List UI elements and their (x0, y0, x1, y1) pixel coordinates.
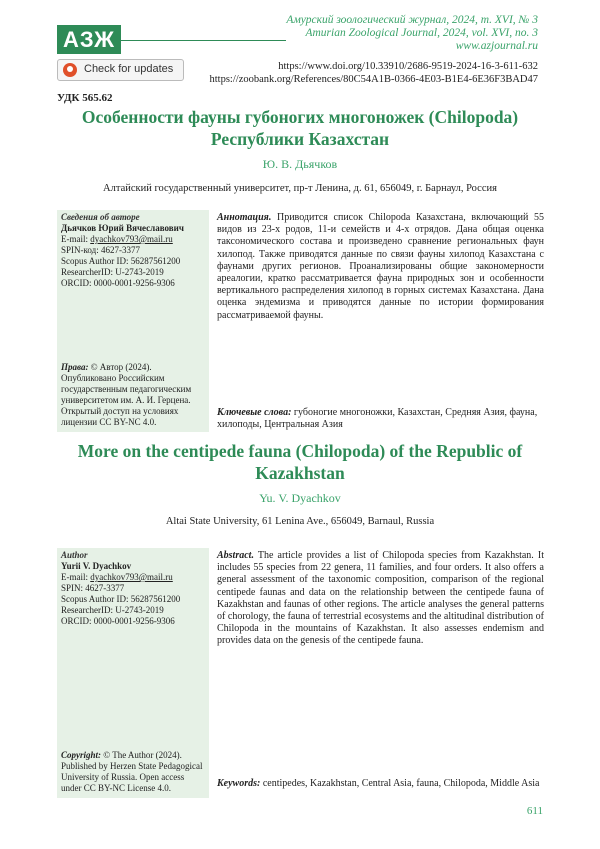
author-name: Yurii V. Dyachkov (61, 561, 205, 572)
author-scopus: Scopus Author ID: 56287561200 (61, 256, 205, 267)
author-info-en (57, 548, 209, 798)
article-title-en (60, 440, 540, 484)
crossmark-icon (63, 63, 77, 77)
author-researcherid: ResearcherID: U-2743-2019 (61, 267, 205, 278)
affiliation-ru: Алтайский государственный университет, пр-т Ленина, д. 61, 656049, г. Барнаул, Россия (60, 183, 540, 194)
author-email-line (61, 572, 205, 583)
author-orcid: ORCID: 0000-0001-9256-9306 (61, 278, 205, 289)
keywords-label: Keywords: (217, 778, 260, 789)
zoobank-link[interactable]: https://zoobank.org/References/80C54A1B-0366-4E03-B1E4-6E36F3BAD47 (210, 73, 538, 86)
author-email-link[interactable]: dyachkov793@mail.ru (90, 572, 173, 582)
abstract-label: Abstract. (217, 550, 254, 561)
author-scopus: Scopus Author ID: 56287561200 (61, 594, 205, 605)
author-info-heading: Сведения об авторе (61, 212, 205, 223)
title-en-line-2: Kazakhstan (60, 462, 540, 484)
journal-title-ru: Амурский зоологический журнал, 2024, т. XVI, № 3 (286, 14, 538, 27)
logo-text: АЗЖ (57, 27, 121, 53)
check-updates-button[interactable] (57, 59, 184, 81)
journal-info (286, 14, 538, 53)
author-spin: SPIN-код: 4627-3377 (61, 245, 205, 256)
rights-en (61, 750, 205, 794)
keywords-text: губоногие многоножки, Казахстан, Средняя Азия, фауна, хилоподы, Центральная Азия (217, 407, 537, 430)
rights-ru (61, 362, 205, 428)
rights-text: © Автор (2024). Опубликовано Российским государственным педагогическим университетом им. А. И. Герцена. Открытый доступ на условиях лицензии CC BY-NC 4.0. (61, 362, 191, 427)
udk-code: УДК 565.62 (57, 92, 113, 104)
doi-link[interactable]: https://www.doi.org/10.33910/2686-9519-2024-16-3-611-632 (210, 60, 538, 73)
author-info-heading: Author (61, 550, 205, 561)
email-label: E-mail: (61, 234, 90, 244)
affiliation-en: Altai State University, 61 Lenina Ave., 656049, Barnaul, Russia (60, 516, 540, 527)
keywords-ru (217, 407, 544, 431)
journal-website[interactable]: www.azjournal.ru (286, 40, 538, 53)
abstract-en (217, 550, 544, 648)
rights-label: Права: (61, 362, 88, 372)
email-label: E-mail: (61, 572, 90, 582)
author-email-line (61, 234, 205, 245)
doi-block (210, 60, 538, 86)
page-number: 611 (527, 805, 543, 817)
keywords-en (217, 778, 544, 790)
keywords-label: Ключевые слова: (217, 407, 291, 418)
title-en-line-1: More on the centipede fauna (Chilopoda) of the Republic of (60, 440, 540, 462)
keywords-text: centipedes, Kazakhstan, Central Asia, fauna, Chilopoda, Middle Asia (260, 778, 539, 789)
author-orcid: ORCID: 0000-0001-9256-9306 (61, 616, 205, 627)
author-ru: Ю. В. Дьячков (60, 157, 540, 172)
abstract-ru (217, 212, 544, 322)
abstract-text: The article provides a list of Chilopoda species from Kazakhstan. It includes 55 species from 22 genera, 11 families, and four orders. It also offers a general assessment of the taxonomic composition, comparison of the regional centipede faunas and data on the relationship between the centipede fauna of Kazakhstan and faunas of other regions. The article analyses the general patterns of chorology, the fauna of terrestrial ecosystems and the altitudinal distribution of Chilopoda in the mountains of Kazakhstan. It also assesses endemism and provides data on the genesis of the centipede fauna. (217, 550, 544, 646)
logo-divider (121, 40, 286, 41)
rights-text: © The Author (2024). Published by Herzen State Pedagogical University of Russia. Open access under CC BY-NC License 4.0. (61, 750, 202, 793)
title-ru-line-2: Республики Казахстан (60, 128, 540, 150)
article-title-ru (60, 106, 540, 150)
author-spin: SPIN: 4627-3377 (61, 583, 205, 594)
journal-logo (57, 25, 121, 54)
author-researcherid: ResearcherID: U-2743-2019 (61, 605, 205, 616)
author-email-link[interactable]: dyachkov793@mail.ru (90, 234, 173, 244)
author-en: Yu. V. Dyachkov (60, 491, 540, 506)
journal-title-en: Amurian Zoological Journal, 2024, vol. XVI, no. 3 (286, 27, 538, 40)
rights-label: Copyright: (61, 750, 101, 760)
title-ru-line-1: Особенности фауны губоногих многоножек (Chilopoda) (60, 106, 540, 128)
abstract-text: Приводится список Chilopoda Казахстана, включающий 55 видов из 23-х родов, 11-и семейств и 4-х отрядов. Дана общая оценка таксономического состава и произведено сравнение региональных фаун хилопод. Также приводятся данные по связи фауны хилопод Казахстана с фаунами других регионов. Проанализированы общие закономерности ареалогии, кратко рассматривается фауна природных зон и особенности вертикального распределения хилопод в горных системах Казахстана. Дана оценка эндемизма и приводятся данные по истории формирования рассматриваемой фауны. (217, 212, 544, 321)
author-info-ru (57, 210, 209, 432)
abstract-label: Аннотация. (217, 212, 271, 223)
check-updates-label: Check for updates (84, 63, 173, 75)
author-name: Дьячков Юрий Вячеславович (61, 223, 205, 234)
